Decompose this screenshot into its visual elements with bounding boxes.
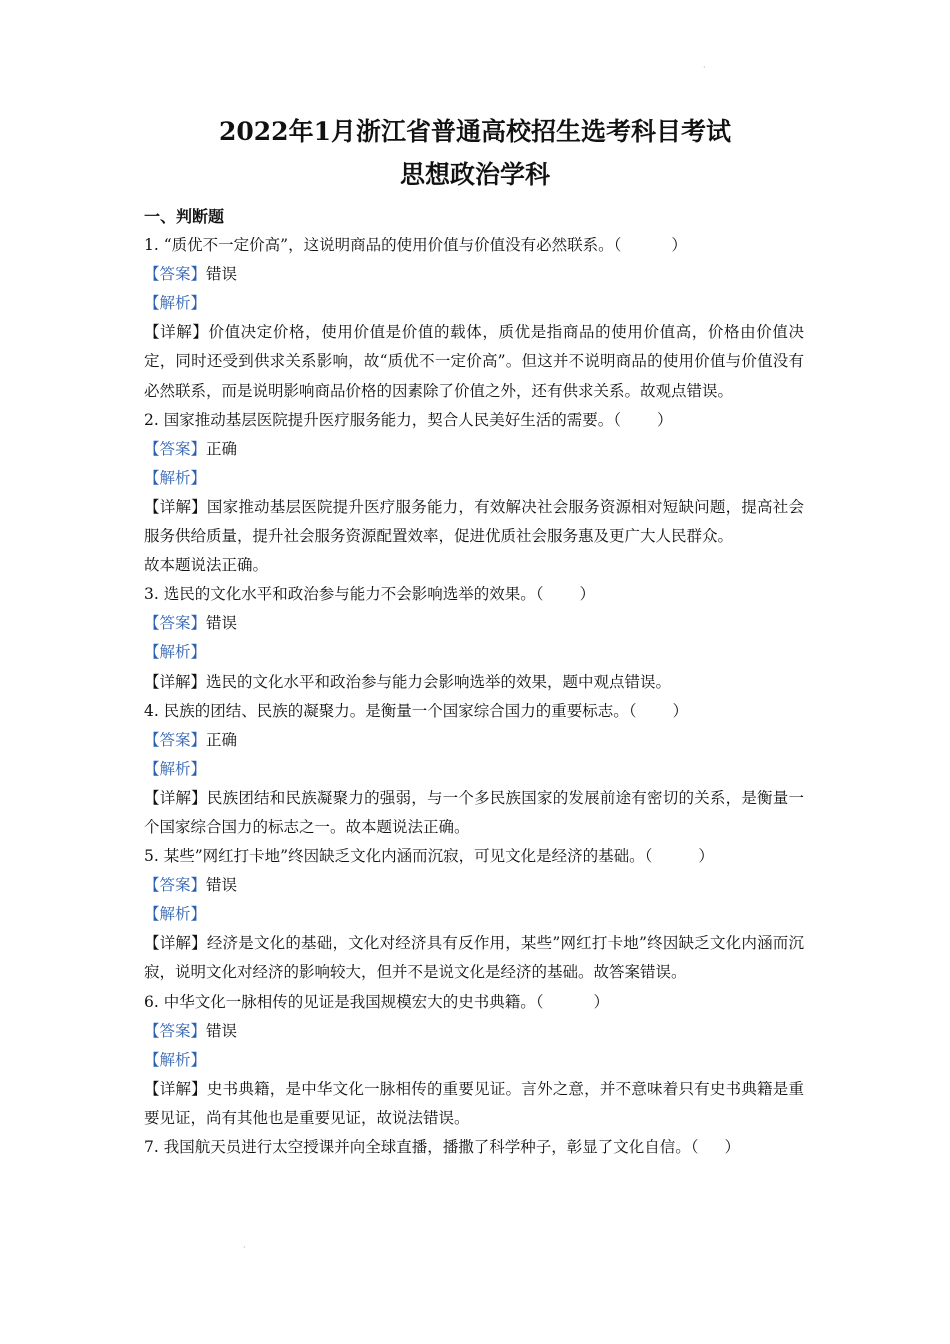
analysis-label: 【解析】: [144, 294, 207, 313]
detail-label: 【详解】: [144, 1079, 207, 1098]
section-heading: 一、判断题: [144, 207, 225, 226]
answer-blank-open: （: [535, 585, 544, 604]
question-stem: [144, 406, 804, 435]
question-text: 2. 国家推动基层医院提升医疗服务能力，契合人民美好生活的需要。: [144, 410, 614, 429]
detail-label: 【详解】: [144, 497, 207, 516]
answer-value: 正确: [206, 439, 238, 458]
question-stem: [144, 231, 804, 260]
analysis-line: [144, 755, 804, 784]
answer-blank-open: （: [690, 1138, 699, 1156]
detail-paragraph: [144, 668, 804, 697]
question-text: 7. 我国航天员进行太空授课并向全球直播，播撒了科学种子，彰显了文化自信。: [144, 1138, 691, 1156]
detail-text: 民族团结和民族凝聚力的强弱，与一个多民族国家的发展前途有密切的关系，是衡量一个国家综合国力的标志之一。故本题说法正确。: [144, 788, 804, 836]
detail-conclusion: 故本题说法正确。: [144, 556, 269, 575]
answer-blank-close: ）: [656, 410, 673, 429]
answer-line: [144, 609, 804, 638]
analysis-label: 【解析】: [144, 468, 207, 487]
analysis-line: [144, 1046, 804, 1075]
detail-text: 经济是文化的基础，文化对经济具有反作用，某些”网红打卡地”终因缺乏文化内涵而沉寂，说明文化对经济的影响较大，但并不是说文化是经济的基础。故答案错误。: [144, 934, 804, 982]
question-text: 1. “质优不一定价高”，这说明商品的使用价值与价值没有必然联系。: [144, 236, 614, 255]
answer-value: 错误: [206, 1021, 238, 1040]
detail-label: 【详解】: [144, 323, 209, 342]
analysis-label: 【解析】: [144, 905, 207, 924]
analysis-line: [144, 900, 804, 929]
answer-blank-open: （: [628, 701, 637, 720]
detail-text: 史书典籍，是中华文化一脉相传的重要见证。言外之意，并不意味着只有史书典籍是重要见证，尚有其他也是重要见证，故说法错误。: [144, 1079, 804, 1127]
answer-label: 【答案】: [144, 265, 207, 284]
detail-label: 【详解】: [144, 788, 207, 807]
answer-label: 【答案】: [144, 876, 207, 895]
question-text: 4. 民族的团结、民族的凝聚力。是衡量一个国家综合国力的重要标志。: [144, 701, 629, 720]
analysis-label: 【解析】: [144, 1050, 207, 1069]
question-stem: [144, 842, 804, 871]
answer-line: [144, 435, 804, 464]
question-stem: [144, 988, 804, 1017]
exam-title: 2022年1月浙江省普通高校招生选考科目考试: [219, 117, 731, 146]
detail-text: 价值决定价格，使用价值是价值的载体，质优是指商品的使用价值高，价格由价值决定，同时还受到供求关系影响，故“质优不一定价高”。但这并不说明商品的使用价值与价值没有必然联系，而是说明影响商品价格的因素除了价值之外，还有供求关系。故观点错误。: [144, 323, 804, 400]
detail-label: 【详解】: [144, 934, 207, 953]
subject-title: 思想政治学科: [399, 160, 550, 189]
answer-blank-close: ）: [593, 992, 609, 1011]
detail-text: 国家推动基层医院提升医疗服务能力，有效解决社会服务资源相对短缺问题，提高社会服务供给质量，提升社会服务资源配置效率，促进优质社会服务惠及更广大人民群众。: [144, 497, 804, 546]
detail-label: 【详解】: [144, 672, 207, 691]
answer-blank-close: ）: [698, 847, 714, 866]
detail-text: 选民的文化水平和政治参与能力会影响选举的效果，题中观点错误。: [206, 672, 672, 691]
question-text: 3. 选民的文化水平和政治参与能力不会影响选举的效果。: [144, 585, 536, 604]
question-stem: [144, 580, 804, 609]
header-dot-mark: ·: [703, 63, 706, 72]
question-text: 5. 某些”网红打卡地”终因缺乏文化内涵而沉寂，可见文化是经济的基础。: [144, 847, 645, 866]
answer-blank-open: （: [644, 847, 653, 866]
question-stem: [144, 697, 804, 726]
answer-blank-close: ）: [724, 1138, 740, 1156]
question-stem: [144, 1133, 804, 1162]
analysis-line: [144, 638, 804, 667]
footer-dot-mark: ·: [243, 1243, 246, 1252]
detail-paragraph: [144, 784, 804, 842]
document-body: [144, 202, 804, 1162]
analysis-line: [144, 464, 804, 493]
answer-blank-close: ）: [579, 585, 595, 604]
answer-line: [144, 726, 804, 755]
answer-label: 【答案】: [144, 614, 207, 633]
answer-label: 【答案】: [144, 439, 207, 458]
question-text: 6. 中华文化一脉相传的见证是我国规模宏大的史书典籍。: [144, 992, 536, 1011]
answer-line: [144, 260, 804, 289]
answer-blank-open: （: [613, 236, 622, 255]
analysis-label: 【解析】: [144, 759, 207, 778]
answer-blank-close: ）: [672, 701, 688, 720]
answer-label: 【答案】: [144, 730, 207, 749]
answer-blank-open: （: [535, 992, 544, 1011]
detail-paragraph: [144, 318, 804, 405]
detail-paragraph: [144, 1075, 804, 1133]
answer-value: 正确: [206, 730, 238, 749]
answer-value: 错误: [206, 614, 238, 633]
answer-label: 【答案】: [144, 1021, 207, 1040]
answer-line: [144, 871, 804, 900]
answer-value: 错误: [206, 876, 238, 895]
analysis-line: [144, 289, 804, 318]
answer-blank-open: （: [613, 410, 621, 429]
answer-blank-close: ）: [671, 236, 687, 255]
detail-paragraph: [144, 493, 804, 551]
answer-value: 错误: [206, 265, 238, 284]
answer-line: [144, 1017, 804, 1046]
detail-paragraph: [144, 929, 804, 987]
analysis-label: 【解析】: [144, 643, 207, 662]
